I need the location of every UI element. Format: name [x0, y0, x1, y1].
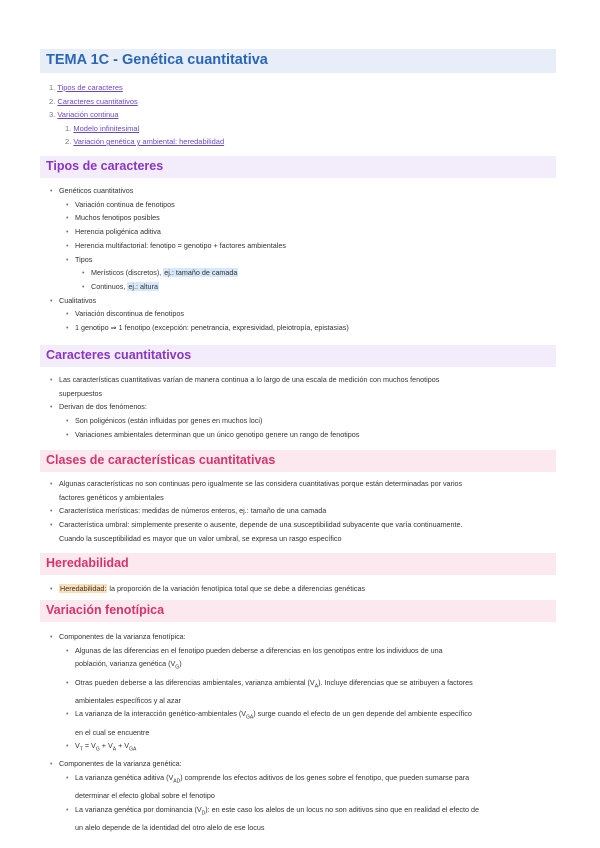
subscript: GA	[246, 714, 254, 721]
title-banner	[40, 49, 556, 73]
subscript: GA	[129, 746, 137, 753]
list-item	[50, 477, 463, 504]
formula-item	[66, 739, 479, 757]
item-text: Merísticos (discretos),	[91, 268, 162, 278]
list-item: • Característica merísticas: medidas de números enteros, ej.: tamaño de una camada	[50, 504, 463, 518]
subscript: A	[314, 682, 319, 689]
section-heading: Clases de características cuantitativas	[46, 453, 276, 467]
list-item: • Genéticos cuantitativos	[50, 184, 349, 198]
item-text: Las características cuantitativas varían de manera continua a lo largo de una escala de medición con muchos fenotipos	[59, 375, 440, 384]
page-title: TEMA 1C - Genética cuantitativa	[46, 52, 268, 68]
toc-item	[49, 81, 224, 95]
list-item: • Herencia poligénica aditiva	[66, 225, 349, 239]
section-heading: Variación fenotípica	[46, 603, 165, 617]
item-text: ). Incluye diferencias que se atribuyen a factores	[318, 677, 473, 687]
subscript: D	[201, 810, 206, 817]
clases-list	[50, 477, 463, 546]
list-item	[66, 644, 479, 676]
example-highlight: ej.: tamaño de camada	[164, 268, 238, 278]
subscript: G	[175, 664, 180, 671]
item-text: Algunas de las diferencias en el fenotipo pueden deberse a diferencias en los genotipos entre los individuos de una	[75, 645, 443, 655]
item-text: Otras pueden deberse a las diferencias ambientales, varianza ambiental (V	[75, 677, 315, 687]
variacion-list	[50, 630, 479, 835]
toc-link-variacion[interactable]: Variación continua	[57, 110, 119, 119]
subscript: T	[79, 746, 83, 753]
toc-subitem	[49, 122, 224, 136]
section-heading-bar	[40, 156, 556, 178]
list-item	[50, 373, 439, 400]
item-text: La varianza genética aditiva (V	[75, 773, 174, 783]
item-text: ) comprende los efectos aditivos de los genes sobre el fenotipo, que pueden sumarse para	[180, 773, 470, 783]
toc-number: 2.	[49, 96, 56, 106]
list-item: • Componentes de la varianza genética:	[50, 757, 479, 771]
list-item: • Cualitativos	[50, 294, 349, 308]
toc-link-cuantitativos[interactable]: Caracteres cuantitativos	[57, 96, 138, 106]
section-heading: Caracteres cuantitativos	[46, 348, 192, 362]
list-item	[66, 676, 479, 708]
item-text: )	[179, 659, 182, 669]
list-item	[66, 771, 479, 803]
table-of-contents	[49, 81, 224, 149]
list-item	[66, 803, 479, 835]
toc-number: 2.	[65, 137, 72, 146]
item-text: Característica umbral: simplemente presente o ausente, depende de una susceptibilidad subyacente que varía continuamente.	[59, 520, 463, 530]
item-text: ) surge cuando el efecto de un gen depende del ambiente específico	[253, 709, 472, 719]
section-heading-bar	[40, 553, 556, 575]
toc-number: 1.	[49, 83, 56, 92]
list-item: • Son poligénicos (están influidas por genes en muchos loci)	[66, 414, 439, 428]
item-text: determinar el efecto global sobre el fenotipo	[75, 791, 215, 801]
toc-link-heredabilidad[interactable]: Variación genética y ambiental: heredabilidad	[73, 137, 225, 146]
item-text: = V	[82, 741, 96, 751]
section-heading-bar	[40, 345, 556, 367]
subscript: AD	[173, 778, 181, 785]
toc-subitem	[49, 135, 224, 149]
subscript: A	[112, 746, 117, 753]
item-text: + V	[116, 741, 130, 751]
toc-link-tipos[interactable]: Tipos de caracteres	[57, 83, 123, 92]
list-item: • Muchos fenotipos posibles	[66, 211, 349, 225]
list-item	[50, 582, 365, 596]
item-text: factores genéticos y ambientales	[59, 492, 164, 502]
item-text: Continuos,	[91, 281, 126, 291]
list-item	[50, 518, 463, 545]
item-text: superpuestos	[59, 388, 103, 398]
list-item: • Tipos	[66, 253, 349, 267]
cuantitativos-list	[50, 373, 439, 442]
item-text: La varianza genética por dominancia (V	[75, 804, 202, 814]
item-text: Algunas características no son continuas pero igualmente se las considera cuantitativas porque están determinadas por varios	[59, 479, 463, 488]
list-item	[82, 280, 349, 294]
list-item: • Componentes de la varianza fenotípica:	[50, 630, 479, 644]
tipos-list	[50, 184, 349, 335]
subscript: G	[95, 746, 100, 753]
item-text: + V	[99, 741, 113, 751]
item-text: un alelo depende de la identidad del otro alelo de ese locus	[75, 823, 265, 833]
item-text: ): en este caso los alelos de un locus no son aditivos sino que en realidad el efecto de	[205, 804, 479, 814]
item-text: V	[75, 741, 80, 751]
list-item: • Variación discontinua de fenotipos	[66, 307, 349, 321]
heredabilidad-list	[50, 582, 365, 596]
section-heading-bar	[40, 600, 556, 622]
list-item: • Variaciones ambientales determinan que un único genotipo genere un rango de fenotipos	[66, 428, 439, 442]
section-heading: Tipos de caracteres	[46, 159, 164, 173]
toc-link-modelo[interactable]: Modelo infinitesimal	[73, 123, 140, 133]
item-text: población, varianza genética (V	[75, 659, 176, 669]
section-heading: Heredabilidad	[46, 556, 129, 570]
toc-number: 3.	[49, 110, 56, 119]
item-text: en el cual se encuentre	[75, 727, 150, 737]
list-item: • Herencia multifactorial: fenotipo = genotipo + factores ambientales	[66, 239, 349, 253]
item-text: La varianza de la interacción genético-ambientales (V	[75, 709, 247, 719]
list-item	[66, 707, 479, 739]
list-item	[82, 266, 349, 280]
toc-item	[49, 95, 224, 109]
item-text: Cuando la susceptibilidad es mayor que un valor umbral, se expresa un rasgo específico	[59, 533, 342, 543]
definition-text: la proporción de la variación fenotípica total que se debe a diferencias genéticas	[109, 584, 366, 593]
toc-number: 1.	[65, 123, 72, 133]
section-heading-bar	[40, 450, 556, 472]
list-item: • Variación continua de fenotipos	[66, 198, 349, 212]
list-item: • 1 genotipo ⇒ 1 fenotipo (excepción: penetrancia, expresividad, pleiotropía, epistasias)	[66, 321, 349, 335]
list-item: • Derivan de dos fenómenos:	[50, 400, 439, 414]
item-text: ambientales específicos y al azar	[75, 695, 181, 705]
term-highlight: Heredabilidad:	[60, 584, 107, 593]
example-highlight: ej.: altura	[128, 281, 158, 291]
toc-item	[49, 108, 224, 122]
